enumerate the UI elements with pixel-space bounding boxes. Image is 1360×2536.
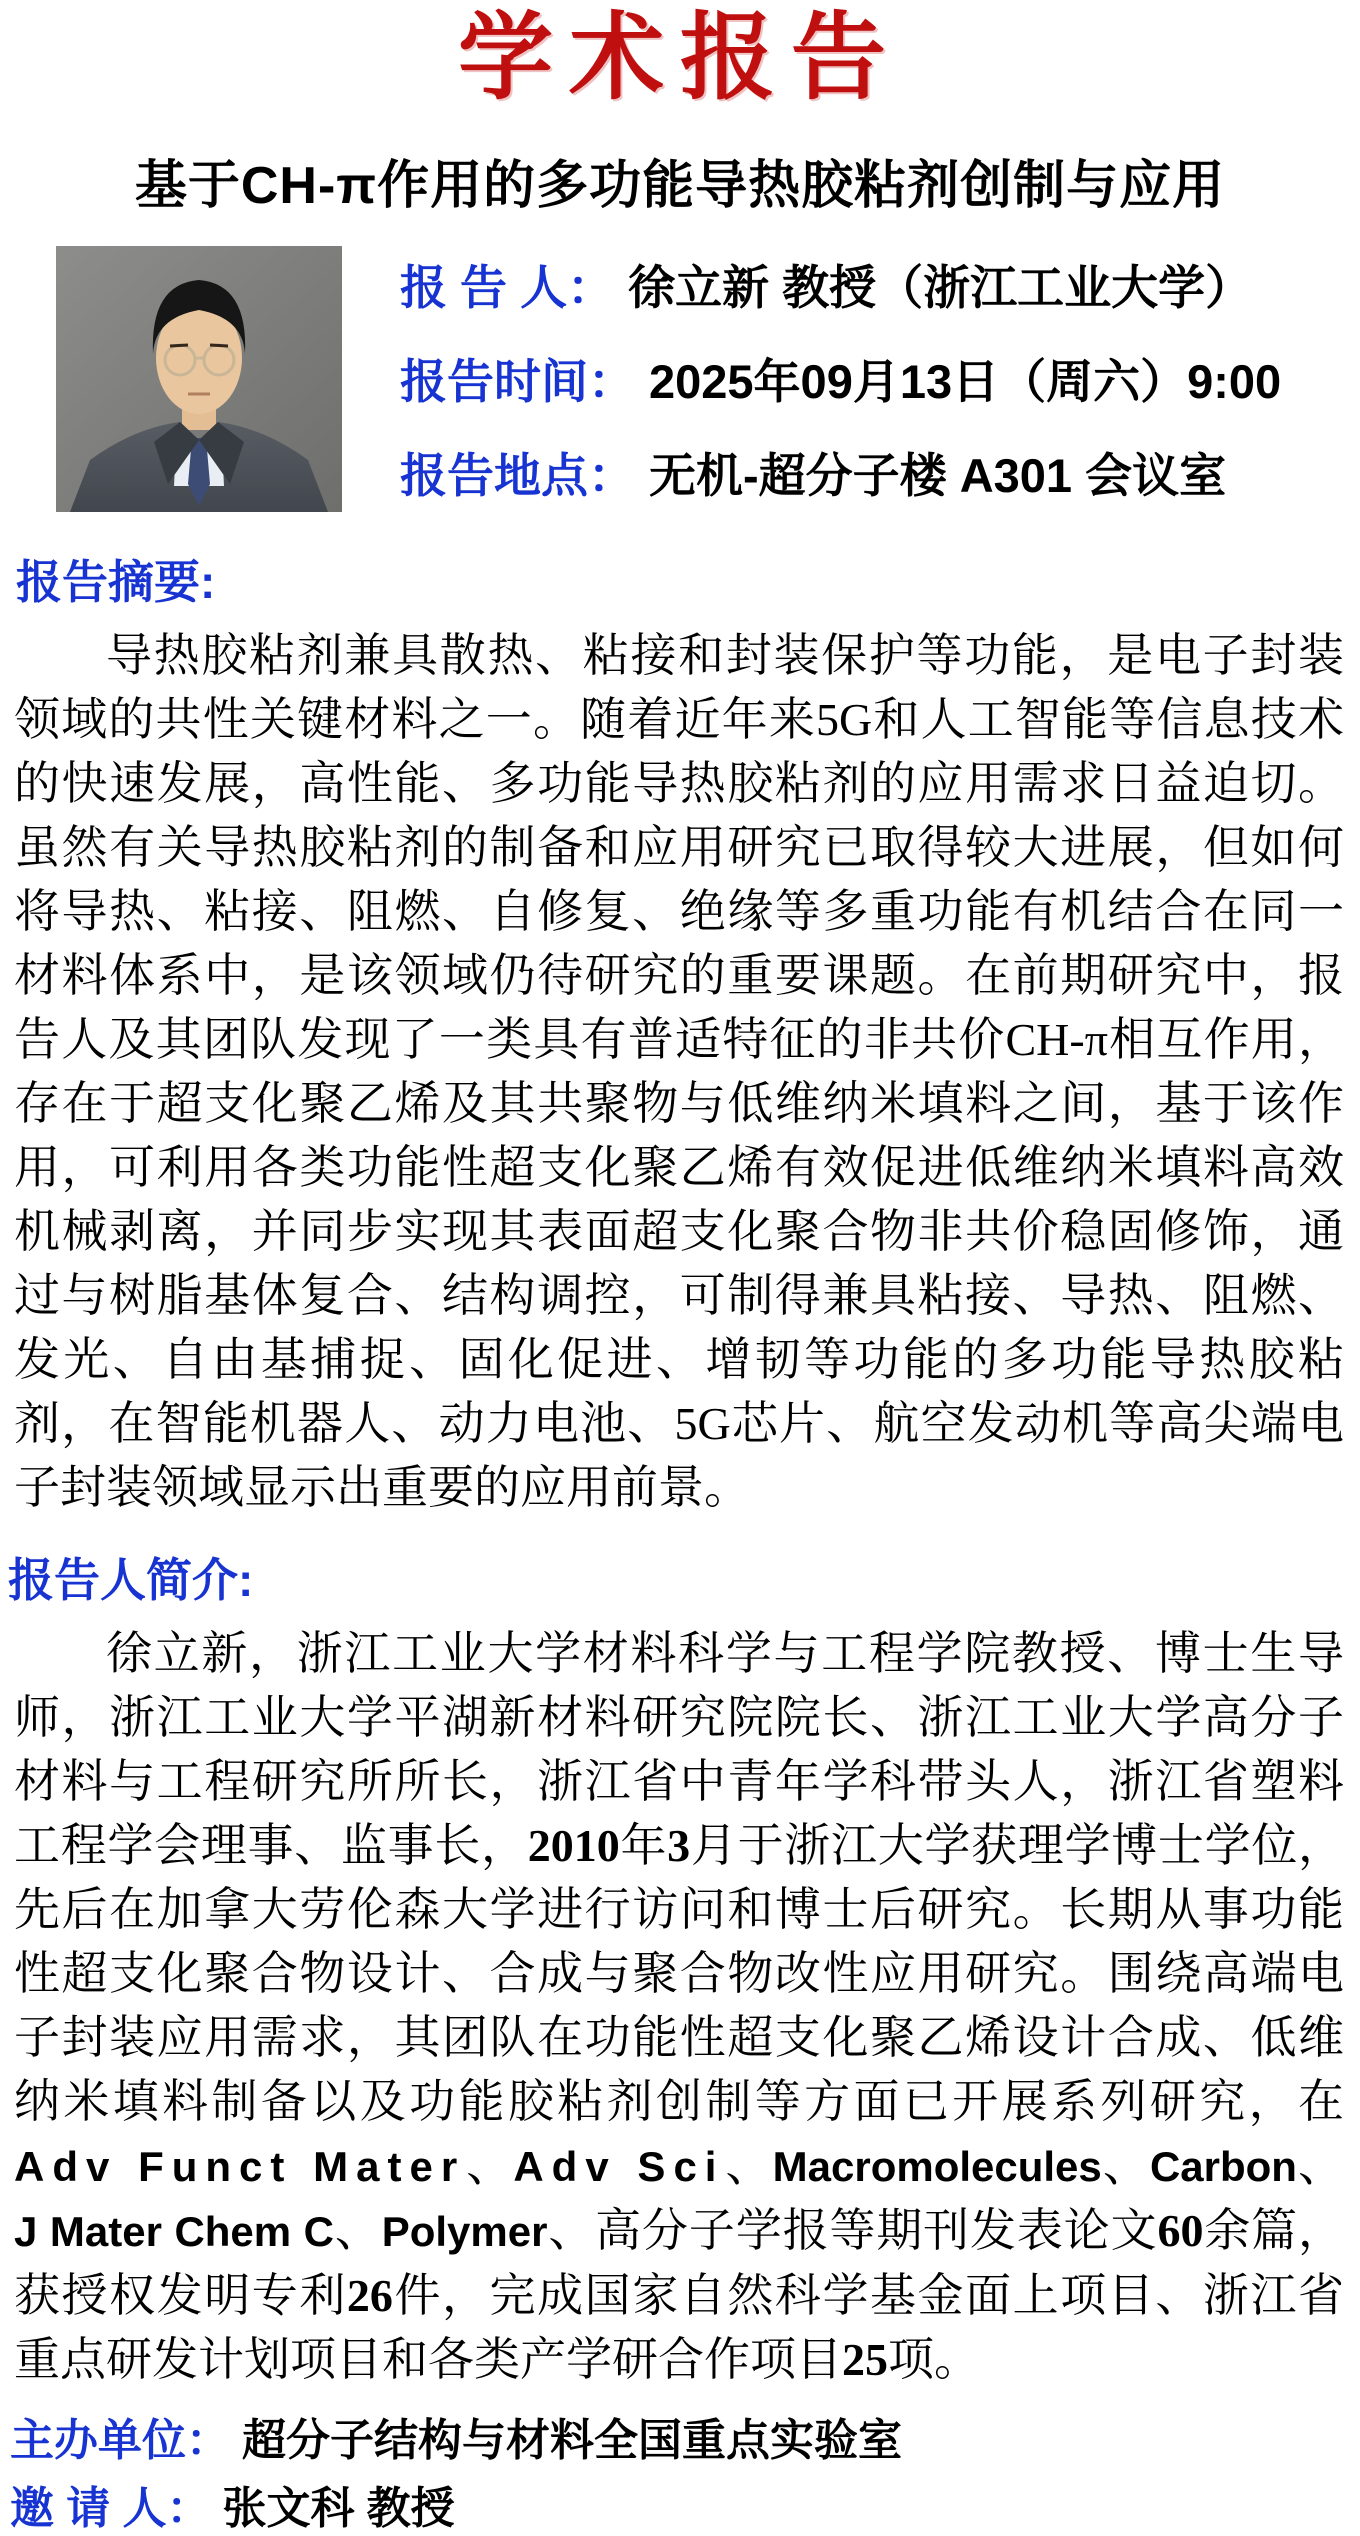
info-row-location <box>400 450 1281 502</box>
inviter-label: 邀 请 人： <box>10 2484 211 2533</box>
inviter-row <box>10 2482 1360 2536</box>
bio-paragraph: 徐立新，浙江工业大学材料科学与工程学院教授、博士生导师，浙江工业大学平湖新材料研究院院长、浙江工业大学高分子材料与工程研究所所长，浙江省中青年学科带头人，浙江省塑料工程学会理事、监事长，2010年3月于浙江大学获理学博士学位，先后在加拿大劳伦森大学进行访问和博士后研究。长期从事功能性超支化聚合物设计、合成与聚合物改性应用研究。围绕高端电子封装应用需求，其团队在功能性超支化聚乙烯设计合成、低维纳米填料制备以及功能胶粘剂创制等方面已开展系列研究，在Adv Funct Mater、Adv Sci、Macromolecules、Carbon、J Mater Chem C、Polymer、高分子学报等期刊发表论文60余篇，获授权发明专利26件，完成国家自然科学基金面上项目、浙江省重点研发计划项目和各类产学研合作项目25项。 <box>14 1628 1345 2385</box>
speaker-value: 徐立新 教授（浙江工业大学） <box>628 261 1253 314</box>
poster <box>0 2 1360 2533</box>
organizer-value: 超分子结构与材料全国重点实验室 <box>242 2416 902 2465</box>
location-label: 报告地点： <box>400 449 635 502</box>
location-value: 无机-超分子楼 A301 会议室 <box>649 449 1227 502</box>
speaker-info-rows <box>400 246 1281 514</box>
bio-heading: 报告人简介: <box>8 1554 254 1606</box>
inviter-value: 张文科 教授 <box>222 2484 455 2533</box>
speaker-info-section <box>56 246 1360 514</box>
organizer-row <box>10 2414 1360 2468</box>
speaker-photo-image <box>56 246 342 512</box>
speaker-label: 报 告 人： <box>400 261 615 314</box>
lecture-title: 基于CH-π作用的多功能导热胶粘剂创制与应用 <box>134 157 1226 215</box>
organizer-label: 主办单位： <box>10 2416 230 2465</box>
info-row-speaker <box>400 262 1281 314</box>
time-label: 报告时间： <box>400 355 635 408</box>
abstract-paragraph: 导热胶粘剂兼具散热、粘接和封装保护等功能，是电子封装领域的共性关键材料之一。随着近年来5G和人工智能等信息技术的快速发展，高性能、多功能导热胶粘剂的应用需求日益迫切。虽然有关导热胶粘剂的制备和应用研究已取得较大进展，但如何将导热、粘接、阻燃、自修复、绝缘等多重功能有机结合在同一材料体系中，是该领域仍待研究的重要课题。在前期研究中，报告人及其团队发现了一类具有普适特征的非共价CH-π相互作用，存在于超支化聚乙烯及其共聚物与低维纳米填料之间，基于该作用，可利用各类功能性超支化聚乙烯有效促进低维纳米填料高效机械剥离，并同步实现其表面超支化聚合物非共价稳固修饰，通过与树脂基体复合、结构调控，可制得兼具粘接、导热、阻燃、发光、自由基捕捉、固化促进、增韧等功能的多功能导热胶粘剂，在智能机器人、动力电池、5G芯片、航空发动机等高尖端电子封装领域显示出重要的应用前景。 <box>14 630 1344 1513</box>
page-title: 学术报告 <box>457 2 902 113</box>
speaker-photo <box>56 246 342 512</box>
abstract-heading: 报告摘要: <box>16 556 216 608</box>
footer-section <box>0 2414 1360 2536</box>
info-row-time <box>400 356 1281 408</box>
time-value: 2025年09月13日（周六）9:00 <box>649 355 1282 408</box>
lecture-announcement-page <box>0 2 1360 2533</box>
